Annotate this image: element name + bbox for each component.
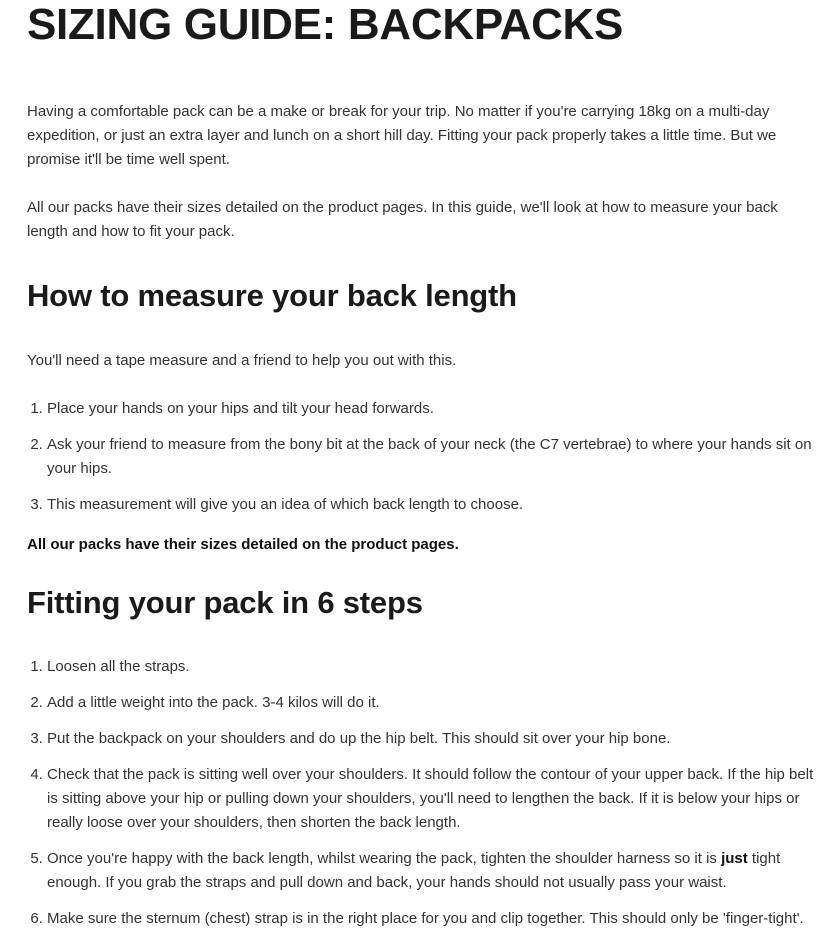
measure-step-2: 2. Ask your friend to measure from the bony bit at the back of your neck (the C7 vertebrae) to where your hands sit on your hips. — [47, 433, 817, 481]
measure-steps-list — [27, 397, 817, 517]
intro-paragraph-1: Having a comfortable pack can be a make or break for your trip. No matter if you're carrying 18kg on a multi-day expedition, or just an extra layer and lunch on a short hill day. Fitting your pack properly takes a little time. But we promise it'll be time well spent. — [27, 103, 777, 168]
fit-heading: Fitting your pack in 6 steps — [27, 585, 423, 620]
measure-step-3: 3. This measurement will give you an idea of which back length to choose. — [47, 493, 817, 517]
fit-step-3: 3. Put the backpack on your shoulders and do up the hip belt. This should sit over your hip bone. — [47, 727, 817, 751]
fit-step-5-emphasis: just — [721, 850, 748, 867]
fit-steps-list — [27, 655, 817, 931]
measure-step-1: 1. Place your hands on your hips and tilt your head forwards. — [47, 397, 817, 421]
fit-step-5-text-before: Once you're happy with the back length, whilst wearing the pack, tighten the shoulder harness so it is — [47, 850, 722, 867]
intro-paragraph-2: All our packs have their sizes detailed on the product pages. In this guide, we'll look at how to measure your back length and how to fit your pack. — [27, 199, 778, 240]
measure-heading: How to measure your back length — [27, 278, 517, 313]
fit-step-5-text-after: tight enough. If you grab the straps and pull down and back, your hands should not usually pass your waist. — [47, 850, 781, 891]
fit-step-5 — [47, 847, 817, 895]
fit-step-1: 1. Loosen all the straps. — [47, 655, 817, 679]
fit-step-4: 4. Check that the pack is sitting well over your shoulders. It should follow the contour of your upper back. If the hip belt is sitting above your hip or pulling down your shoulders, you'll need to lengthen the back. If it is below your hips or really loose over your shoulders, then shorten the back length. — [47, 763, 817, 835]
sizes-note: All our packs have their sizes detailed on the product pages. — [27, 536, 459, 553]
fit-step-2: 2. Add a little weight into the pack. 3-4 kilos will do it. — [47, 691, 817, 715]
measure-lead: You'll need a tape measure and a friend to help you out with this. — [27, 352, 457, 369]
fit-step-6: 6. Make sure the sternum (chest) strap is in the right place for you and clip together. This should only be 'finger-tight'. — [47, 907, 817, 931]
page-title: SIZING GUIDE: BACKPACKS — [27, 0, 624, 49]
